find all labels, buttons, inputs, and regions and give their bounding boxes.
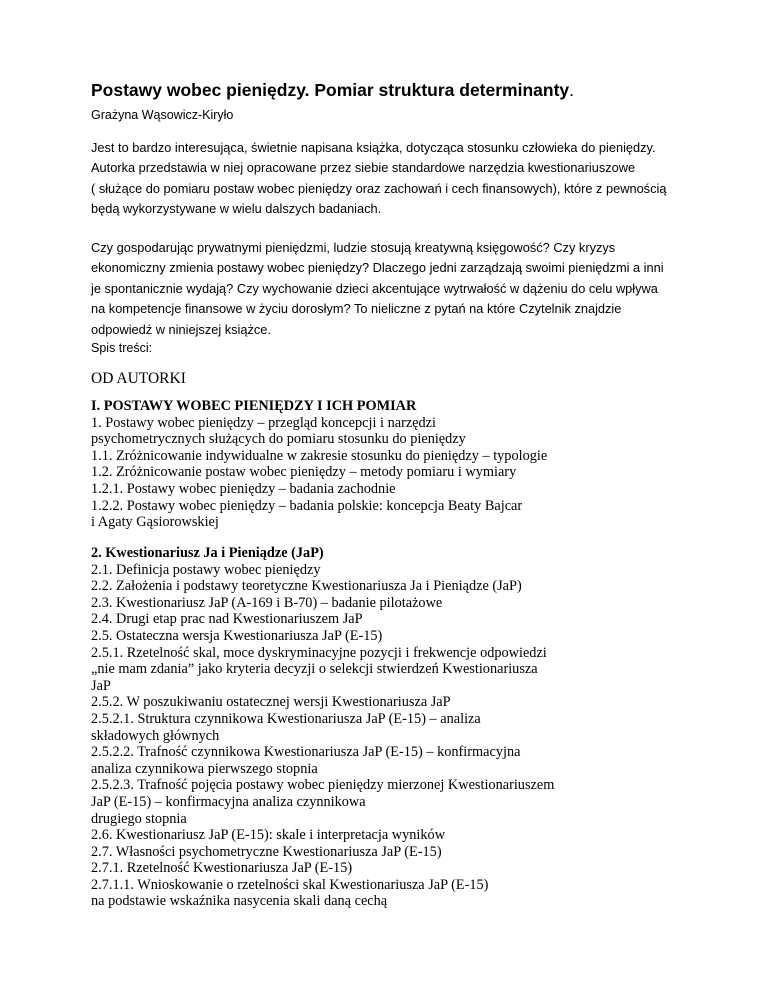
toc-label: Spis treści: — [91, 341, 153, 355]
toc-section-2-heading: 2. Kwestionariusz Ja i Pieniądze (JaP) — [91, 545, 324, 561]
toc-entry: psychometrycznych służących do pomiaru stosunku do pieniędzy — [91, 431, 466, 448]
toc-entry: 2.7.1. Rzetelność Kwestionariusza JaP (E-15) — [91, 860, 353, 877]
toc-entry: na podstawie wskaźnika nasycenia skali daną cechą — [91, 893, 388, 910]
paragraph-line: Autorka przedstawia w niej opracowane przez siebie standardowe narzędzia kwestionariuszowe — [91, 160, 636, 176]
toc-entry: 2.2. Założenia i podstawy teoretyczne Kwestionariusza Ja i Pieniądze (JaP) — [91, 578, 522, 595]
toc-entry: 2.5.2. W poszukiwaniu ostatecznej wersji Kwestionariusza JaP — [91, 694, 451, 711]
paragraph-line: je spontanicznie wydają? Czy wychowanie dzieci akcentujące wytrwałość w dążeniu do celu wpływa — [91, 280, 658, 296]
toc-entry: 2.6. Kwestionariusz JaP (E-15): skale i interpretacja wyników — [91, 827, 446, 844]
paragraph-line: odpowiedź w niniejszej książce. — [91, 321, 271, 337]
paragraph-line: ( służące do pomiaru postaw wobec pieniędzy oraz zachowań i cech finansowych), które z pewnością — [91, 180, 667, 196]
toc-entry: JaP — [91, 677, 111, 694]
toc-section-1-heading: I. POSTAWY WOBEC PIENIĘDZY I ICH POMIAR — [91, 398, 417, 414]
toc-entry: 2.3. Kwestionariusz JaP (A-169 i B-70) – badanie pilotażowe — [91, 594, 443, 611]
document-title — [91, 80, 574, 101]
toc-entry: drugiego stopnia — [91, 810, 187, 827]
toc-entry: 2.5.1. Rzetelność skal, moce dyskryminacyjne pozycji i frekwencje odpowiedzi — [91, 644, 547, 661]
toc-entry: i Agaty Gąsiorowskiej — [91, 514, 219, 531]
paragraph-line: będą wykorzystywane w wielu dalszych badaniach. — [91, 201, 382, 217]
toc-entry: 1.2. Zróżnicowanie postaw wobec pieniędzy – metody pomiaru i wymiary — [91, 464, 517, 481]
toc-entry: analiza czynnikowa pierwszego stopnia — [91, 760, 318, 777]
toc-entry: 2.5.2.3. Trafność pojęcia postawy wobec pieniędzy mierzonej Kwestionariuszem — [91, 777, 555, 794]
toc-entry: 2.7. Własności psychometryczne Kwestionariusza JaP (E-15) — [91, 843, 442, 860]
document-title-text: Postawy wobec pieniędzy. Pomiar struktura determinanty — [91, 80, 570, 100]
toc-entry: 1.1. Zróżnicowanie indywidualne w zakresie stosunku do pieniędzy – typologie — [91, 447, 548, 464]
toc-entry: 2.1. Definicja postawy wobec pieniędzy — [91, 561, 321, 578]
toc-entry: JaP (E-15) – konfirmacyjna analiza czynnikowa — [91, 793, 366, 810]
toc-entry: 2.5. Ostateczna wersja Kwestionariusza JaP (E-15) — [91, 627, 383, 644]
toc-entry: 1.2.2. Postawy wobec pieniędzy – badania polskie: koncepcja Beaty Bajcar — [91, 497, 523, 514]
toc-entry: 2.5.2.1. Struktura czynnikowa Kwestionariusza JaP (E-15) – analiza — [91, 710, 481, 727]
toc-entry: 2.5.2.2. Trafność czynnikowa Kwestionariusza JaP (E-15) – konfirmacyjna — [91, 744, 521, 761]
toc-entry: 1. Postawy wobec pieniędzy – przegląd koncepcji i narzędzi — [91, 414, 436, 431]
paragraph-line: ekonomiczny zmienia postawy wobec pieniędzy? Dlaczego jedni zarządzają swoimi pieniędzmi a inni — [91, 260, 664, 276]
paragraph-line: na kompetencje finansowe w życiu dorosłym? To nieliczne z pytań na które Czytelnik znajdzie — [91, 301, 622, 317]
paragraph-line: Jest to bardzo interesująca, świetnie napisana książka, dotycząca stosunku człowieka do pieniędzy. — [91, 140, 656, 155]
toc-entry: składowych głównych — [91, 727, 220, 744]
description-paragraph-1 — [91, 138, 666, 220]
toc-entry: 2.7.1.1. Wnioskowanie o rzetelności skal Kwestionariusza JaP (E-15) — [91, 876, 489, 893]
description-paragraph-2 — [91, 238, 664, 340]
toc-section-1 — [91, 398, 547, 531]
paragraph-line: Czy gospodarując prywatnymi pieniędzmi, ludzie stosują kreatywną księgowość? Czy kryzys — [91, 240, 616, 255]
toc-entry: 2.4. Drugi etap prac nad Kwestionariuszem JaP — [91, 611, 363, 628]
toc-entry: 1.2.1. Postawy wobec pieniędzy – badania zachodnie — [91, 480, 396, 497]
toc-entry: „nie mam zdania” jako kryteria decyzji o selekcji stwierdzeń Kwestionariusza — [91, 661, 538, 678]
document-author: Grażyna Wąsowicz-Kiryło — [91, 108, 234, 122]
toc-section-2 — [91, 545, 554, 910]
toc-od-autorki: OD AUTORKI — [91, 370, 186, 387]
document-title-period: . — [569, 80, 575, 100]
